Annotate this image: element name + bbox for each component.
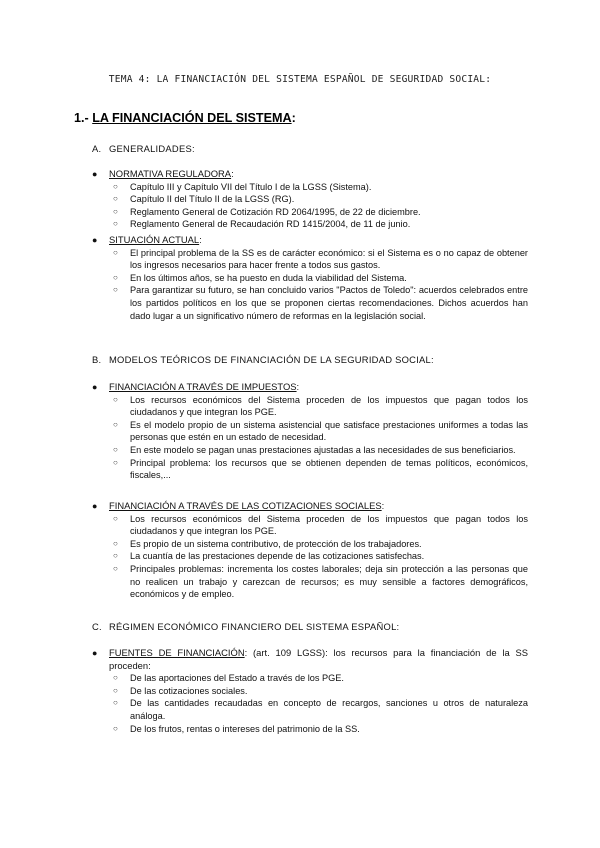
list-item <box>113 513 528 538</box>
list-item <box>113 672 528 685</box>
subsection-a-letter: A. <box>92 143 102 154</box>
bullet-situacion <box>92 234 528 322</box>
bullet-situacion-label: SITUACIÓN ACTUAL <box>109 234 200 245</box>
circle-bullet-icon: ○ <box>113 457 118 467</box>
list-item <box>113 218 528 231</box>
list-item-text: De las aportaciones del Estado a través de los PGE. <box>130 673 344 684</box>
subsection-c-letter: C. <box>92 621 102 632</box>
situacion-list <box>92 247 528 323</box>
list-item-text: Principal problema: los recursos que se obtienen dependen de temas políticos, económicos, fiscales,... <box>130 457 528 481</box>
circle-bullet-icon: ○ <box>113 444 118 454</box>
bullet-dot-icon: ● <box>92 382 98 392</box>
bullet-impuestos <box>92 381 528 482</box>
list-item-text: Capítulo III y Capítulo VII del Título I de la LGSS (Sistema). <box>130 181 372 192</box>
list-item <box>113 697 528 722</box>
subsection-b-heading <box>92 354 434 365</box>
circle-bullet-icon: ○ <box>113 419 118 429</box>
list-item <box>113 284 528 322</box>
circle-bullet-icon: ○ <box>113 219 118 229</box>
list-item <box>113 193 528 206</box>
bullet-situacion-suffix: : <box>199 234 202 245</box>
circle-bullet-icon: ○ <box>113 513 118 523</box>
circle-bullet-icon: ○ <box>113 247 118 257</box>
bullet-normativa-label: NORMATIVA REGULADORA <box>109 168 232 179</box>
bullet-fuentes-label: FUENTES DE FINANCIACIÓN <box>109 647 245 658</box>
circle-bullet-icon: ○ <box>113 285 118 295</box>
circle-bullet-icon: ○ <box>113 181 118 191</box>
list-item <box>113 538 528 551</box>
cotizaciones-list <box>92 513 528 601</box>
list-item-text: Los recursos económicos del Sistema proceden de los impuestos que pagan todos los ciudadanos y que integran los PGE. <box>130 394 528 418</box>
list-item-text: Reglamento General de Cotización RD 2064/1995, de 22 de diciembre. <box>130 206 421 217</box>
bullet-cotizaciones-label: FINANCIACIÓN A TRAVÉS DE LAS COTIZACIONES SOCIALES <box>109 500 382 511</box>
list-item-text: Es propio de un sistema contributivo, de protección de los trabajadores. <box>130 538 422 549</box>
list-item-text: Capítulo II del Título II de la LGSS (RG). <box>130 194 295 205</box>
bullet-dot-icon: ● <box>92 648 98 658</box>
circle-bullet-icon: ○ <box>113 551 118 561</box>
bullet-dot-icon: ● <box>92 169 98 179</box>
list-item-text: La cuantía de las prestaciones depende de las cotizaciones satisfechas. <box>130 551 425 562</box>
circle-bullet-icon: ○ <box>113 206 118 216</box>
circle-bullet-icon: ○ <box>113 538 118 548</box>
circle-bullet-icon: ○ <box>113 723 118 733</box>
list-item-text: Para garantizar su futuro, se han concluido varios "Pactos de Toledo": acuerdos celebrados entre los partidos políticos en los que se proponen ciertas recomendaciones. Dichos acuerdos han dado lugar a un significativo número de reformas en la legislación social. <box>130 285 528 321</box>
list-item-text: Es el modelo propio de un sistema asistencial que satisface prestaciones uniformes a todas las personas que estén en un estado de necesidad. <box>130 419 528 443</box>
section-title-text: LA FINANCIACIÓN DEL SISTEMA <box>92 111 292 125</box>
fuentes-list <box>92 672 528 735</box>
list-item-text: Principales problemas: incrementa los costes laborales; deja sin protección a las personas que no realicen un trabajo y carezcan de recursos; es muy sensible a factores demográficos, económicos y de empleo. <box>130 563 528 600</box>
bullet-normativa-suffix: : <box>231 168 234 179</box>
bullet-cotizaciones-suffix: : <box>381 500 385 511</box>
list-item-text: De las cantidades recaudadas en concepto de recargos, sanciones u otros de naturaleza análoga. <box>130 698 528 721</box>
subsection-a-title: GENERALIDADES: <box>109 143 195 154</box>
document-title: TEMA 4: LA FINANCIACIÓN DEL SISTEMA ESPAÑOL DE SEGURIDAD SOCIAL: <box>108 74 492 85</box>
list-item <box>113 444 528 457</box>
bullet-impuestos-label: FINANCIACIÓN A TRAVÉS DE IMPUESTOS <box>109 381 297 392</box>
bullet-dot-icon: ● <box>92 501 98 511</box>
list-item-text: Los recursos económicos del Sistema proceden de los impuestos que pagan todos los ciudadanos y que integran los PGE. <box>130 513 528 537</box>
list-item <box>113 550 528 563</box>
circle-bullet-icon: ○ <box>113 272 118 282</box>
list-item-text: En este modelo se pagan unas prestaciones ajustadas a las necesidades de sus beneficiarios. <box>130 444 516 455</box>
impuestos-list <box>92 394 528 482</box>
bullet-cotizaciones <box>92 500 528 601</box>
list-item-text: Reglamento General de Recaudación RD 1415/2004, de 11 de junio. <box>130 219 411 230</box>
circle-bullet-icon: ○ <box>113 698 118 708</box>
section-heading <box>74 111 296 125</box>
list-item <box>113 563 528 601</box>
subsection-c-heading <box>92 621 399 632</box>
list-item <box>113 247 528 272</box>
list-item-text: De los frutos, rentas o intereses del patrimonio de la SS. <box>130 723 360 734</box>
list-item <box>113 181 528 194</box>
subsection-a-heading <box>92 143 195 154</box>
section-colon: : <box>291 111 296 125</box>
circle-bullet-icon: ○ <box>113 673 118 683</box>
list-item <box>113 206 528 219</box>
list-item <box>113 272 528 285</box>
subsection-b-title: MODELOS TEÓRICOS DE FINANCIACIÓN DE LA SEGURIDAD SOCIAL: <box>109 354 434 365</box>
subsection-c-title: RÉGIMEN ECONÓMICO FINANCIERO DEL SISTEMA ESPAÑOL: <box>109 621 400 632</box>
circle-bullet-icon: ○ <box>113 394 118 404</box>
subsection-b-letter: B. <box>92 354 102 365</box>
list-item <box>113 685 528 698</box>
normativa-list <box>92 181 528 231</box>
circle-bullet-icon: ○ <box>113 685 118 695</box>
bullet-normativa <box>92 168 528 231</box>
list-item <box>113 394 528 419</box>
bullet-fuentes <box>92 647 528 735</box>
bullet-impuestos-suffix: : <box>296 381 300 392</box>
circle-bullet-icon: ○ <box>113 194 118 204</box>
list-item-text: En los últimos años, se ha puesto en duda la viabilidad del Sistema. <box>130 272 407 283</box>
circle-bullet-icon: ○ <box>113 563 118 573</box>
list-item <box>113 457 528 482</box>
list-item <box>113 419 528 444</box>
list-item-text: De las cotizaciones sociales. <box>130 685 248 696</box>
list-item <box>113 723 528 736</box>
list-item-text: El principal problema de la SS es de carácter económico: si el Sistema es o no capaz de obtener los ingresos necesarios para hacer frente a todos sus gastos. <box>130 247 528 271</box>
bullet-fuentes-suffix: : (art. 109 LGSS): los recursos para la financiación de la SS proceden: <box>109 647 528 671</box>
bullet-dot-icon: ● <box>92 235 98 245</box>
section-number: 1.- <box>74 111 89 125</box>
